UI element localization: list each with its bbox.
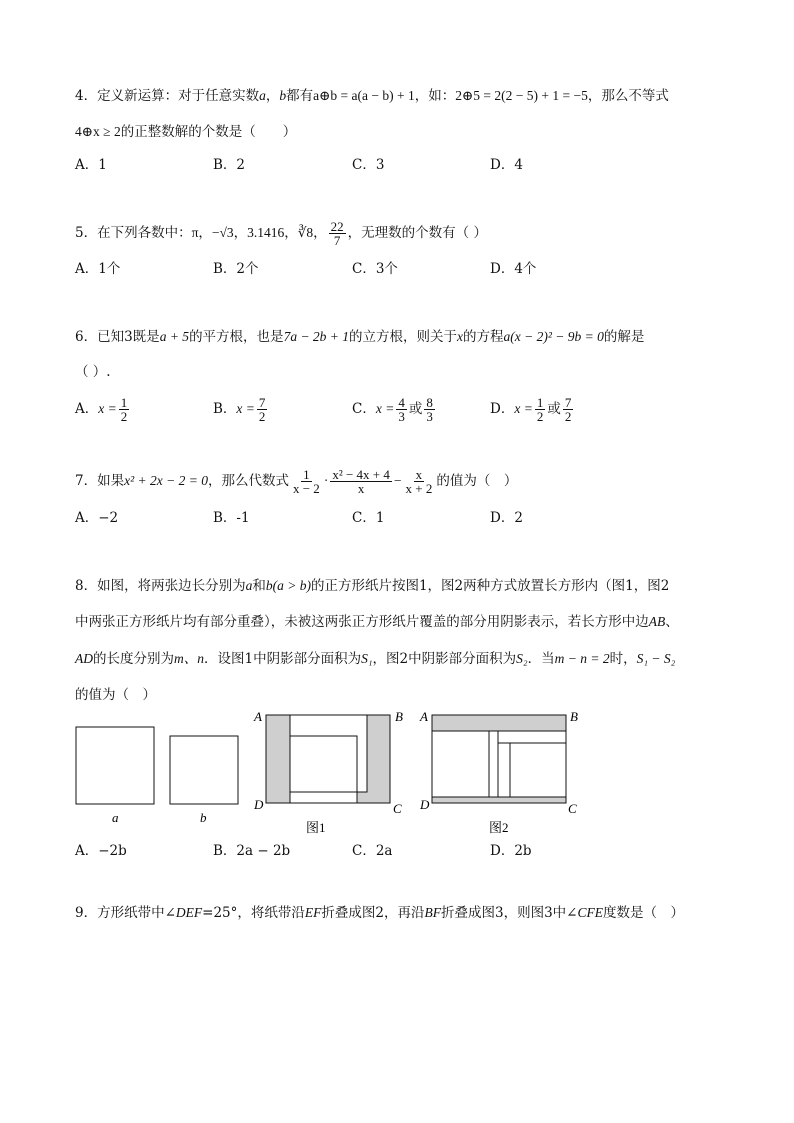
fig1-label-B: B [395, 709, 403, 724]
label-b: b [200, 810, 207, 825]
fig1-square-b [290, 736, 357, 803]
q5-fraction: $\frac{22}{7}$ [330, 219, 344, 248]
q6-stem-line1: 6．已知3既是a + 5的平方根，也是7a − 2b + 1的立方根，则关于x的方程a(x − 2)² − 9b = 0的解是 [75, 329, 645, 345]
fig1-label-D: D [254, 797, 264, 812]
q8-stem-line1: 8．如图，将两张边长分别为a和b(a > b)的正方形纸片按图1，图2两种方式放置长方形内（图1，图2 [75, 578, 670, 594]
q4-option-c[interactable]: C．3 [352, 157, 385, 173]
q6-option-c[interactable]: C．x = $\frac{4}{3}$ 或 $\frac{8}{3}$ [352, 395, 433, 424]
label-a: a [112, 810, 119, 825]
caption-figure-2: 图2 [489, 820, 509, 835]
q8-option-a[interactable]: A．−2b [75, 843, 127, 859]
q6-stem-line2: （ ）. [75, 364, 111, 380]
figure-1 [253, 709, 403, 835]
q4-option-b[interactable]: B．2 [213, 157, 246, 173]
fig2-label-D: D [420, 797, 430, 812]
q6-option-d[interactable]: D．x = $\frac{1}{2}$ 或 $\frac{7}{2}$ [490, 395, 572, 424]
q7-option-a[interactable]: A．−2 [75, 510, 119, 526]
q8-stem-line3: AD的长度分别为m、n．设图1中阴影部分面积为S₁，图2中阴影部分面积为S₂．当m − n = 2时，S₁ − S₂ [75, 651, 676, 667]
q5-option-d[interactable]: D．4个 [490, 261, 537, 277]
figure-2 [419, 709, 578, 835]
q6-option-a[interactable]: A．x = $\frac{1}{2}$ [75, 395, 128, 424]
q6-equation: a(x − 2)² − 9b = 0 [503, 329, 604, 344]
q8-option-c[interactable]: C．2a [352, 843, 393, 859]
q8-stem-line4: 的值为（ ） [75, 687, 156, 703]
q4-option-d[interactable]: D．4 [490, 157, 523, 173]
q4-definition-formula: a⊕b = a(a − b) + 1 [313, 88, 415, 103]
fig1-label-A: A [254, 709, 262, 724]
q5-stem: 5．在下列各数中：π，−√3，3.1416，∛8， $\frac{22}{7}$ ，无理数的个数有（ ） [75, 219, 487, 248]
square-b [170, 736, 238, 804]
square-a [76, 727, 154, 804]
q4-stem-line1: 4．定义新运算：对于任意实数a，b都有a⊕b = a(a − b) + 1，如：2⊕5 = 2(2 − 5) + 1 = −5，那么不等式 [75, 88, 669, 104]
q7-stem: 7．如果x² + 2x − 2 = 0，那么代数式 $\frac{1}{x - 2}$ · $\frac{\text{x² − 4x + 4}}{x}$ − $\frac{x}{x + 2}$ 的值为（ ） [75, 467, 518, 496]
q6-option-b[interactable]: B．x = $\frac{7}{2}$ [213, 395, 266, 424]
fig2-label-A: A [420, 709, 428, 724]
q5-option-a[interactable]: A．1个 [75, 261, 121, 277]
q5-option-b[interactable]: B．2个 [213, 261, 259, 277]
fig2-label-B: B [570, 709, 578, 724]
q8-stem-line2: 中两张正方形纸片均有部分重叠），未被这两张正方形纸片覆盖的部分用阴影表示，若长方形中边AB、 [75, 614, 679, 630]
q7-option-d[interactable]: D．2 [490, 510, 523, 526]
q8-option-d[interactable]: D．2b [490, 843, 532, 859]
q9-stem: 9．方形纸带中∠DEF=25°，将纸带沿EF折叠成图2，再沿BF折叠成图3，则图3中∠CFE度数是（ ） [75, 905, 684, 921]
q4-option-a[interactable]: A．1 [75, 157, 107, 173]
caption-figure-1: 图1 [306, 820, 326, 835]
q7-option-c[interactable]: C．1 [352, 510, 385, 526]
fig2-label-C: C [568, 801, 577, 816]
fig1-label-C: C [393, 801, 402, 816]
q4-stem-line2: 4⊕x ≥ 2的正整数解的个数是（ ） [75, 124, 297, 140]
q8-figure [0, 700, 794, 840]
q7-option-b[interactable]: B．-1 [213, 510, 250, 526]
q5-option-c[interactable]: C．3个 [352, 261, 398, 277]
q8-option-b[interactable]: B．2a − 2b [213, 843, 291, 859]
q4-example: 2⊕5 = 2(2 − 5) + 1 = −5 [455, 88, 588, 103]
